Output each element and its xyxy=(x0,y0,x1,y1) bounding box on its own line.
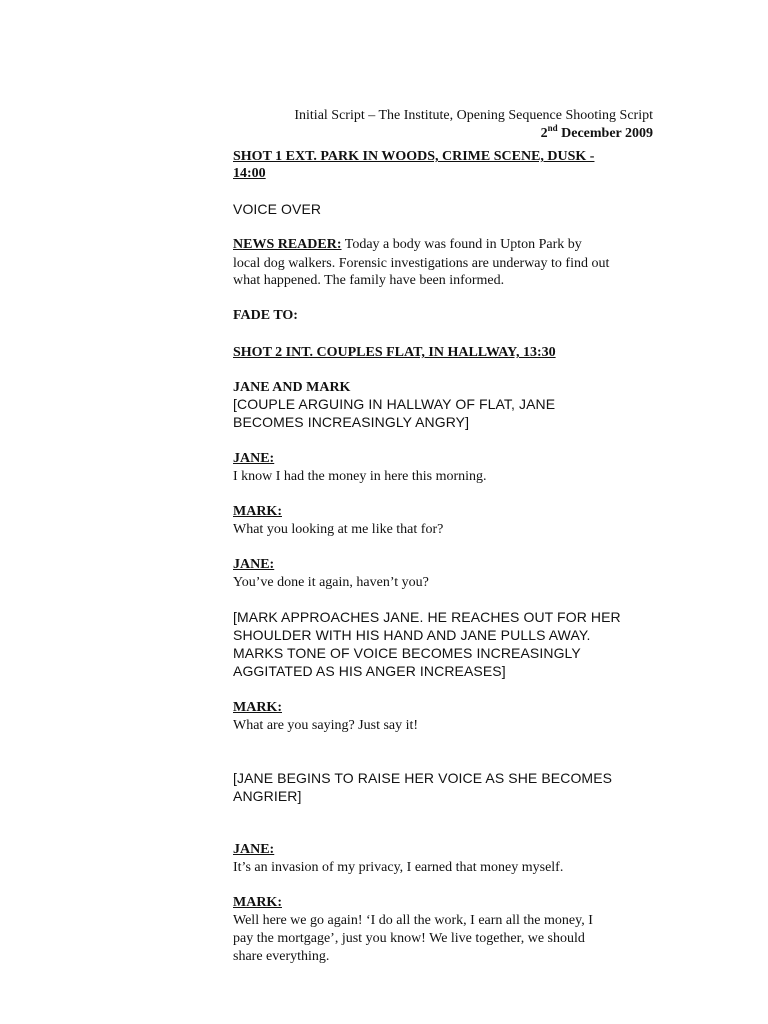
mark3-line3: share everything. xyxy=(233,949,330,964)
direction2-line2: SHOULDER WITH HIS HAND AND JANE PULLS AWAY. xyxy=(233,627,591,643)
direction2-line4: AGGITATED AS HIS ANGER INCREASES] xyxy=(233,663,506,679)
direction2-line3: MARKS TONE OF VOICE BECOMES INCREASINGLY xyxy=(233,645,581,661)
news-reader-line3: what happened. The family have been informed. xyxy=(233,273,505,288)
news-reader-text1: Today a body was found in Upton Park by xyxy=(341,237,582,252)
voice-over-label: VOICE OVER xyxy=(233,201,322,217)
dialogue-speaker: JANE: xyxy=(233,451,275,466)
mark2-line: What are you saying? Just say it! xyxy=(233,718,419,733)
news-reader-speaker: NEWS READER: xyxy=(233,237,342,252)
direction1-line1: [COUPLE ARGUING IN HALLWAY OF FLAT, JANE xyxy=(233,396,556,412)
shot2-heading: SHOT 2 INT. COUPLES FLAT, IN HALLWAY, 13:30 xyxy=(233,345,556,360)
direction3-line1: [JANE BEGINS TO RAISE HER VOICE AS SHE BECOMES xyxy=(233,770,613,786)
date-day: 2 xyxy=(540,126,548,141)
shot1-heading-line2: 14:00 xyxy=(233,166,266,181)
mark2-speaker: MARK: xyxy=(233,700,282,715)
direction1-line2: BECOMES INCREASINGLY ANGRY] xyxy=(233,414,470,430)
mark3-line1: Well here we go again! ‘I do all the work, I earn all the money, I xyxy=(233,913,593,928)
mark3-line2: pay the mortgage’, just you know! We live together, we should xyxy=(233,931,585,946)
dialogue-line: I know I had the money in here this morning. xyxy=(233,469,487,484)
document-title: Initial Script – The Institute, Opening Sequence Shooting Script xyxy=(294,108,653,123)
dialogue-speaker: JANE: xyxy=(233,557,275,572)
fade-to: FADE TO: xyxy=(233,308,298,323)
jane3-speaker: JANE: xyxy=(233,842,275,857)
document-date xyxy=(200,125,653,142)
news-reader-line2: local dog walkers. Forensic investigations are underway to find out xyxy=(233,256,610,271)
characters-label: JANE AND MARK xyxy=(233,380,351,395)
jane3-line: It’s an invasion of my privacy, I earned that money myself. xyxy=(233,860,564,875)
direction3-line2: ANGRIER] xyxy=(233,788,302,804)
dialogue-line: You’ve done it again, haven’t you? xyxy=(233,575,429,590)
date-suffix: nd xyxy=(547,123,558,133)
date-rest: December 2009 xyxy=(557,126,653,141)
news-reader-line1 xyxy=(233,236,658,253)
dialogue-speaker: MARK: xyxy=(233,504,282,519)
dialogue-line: What you looking at me like that for? xyxy=(233,522,444,537)
direction2-line1: [MARK APPROACHES JANE. HE REACHES OUT FOR HER xyxy=(233,609,621,625)
shot1-heading-line1: SHOT 1 EXT. PARK IN WOODS, CRIME SCENE, DUSK - xyxy=(233,149,595,164)
mark3-speaker: MARK: xyxy=(233,895,282,910)
